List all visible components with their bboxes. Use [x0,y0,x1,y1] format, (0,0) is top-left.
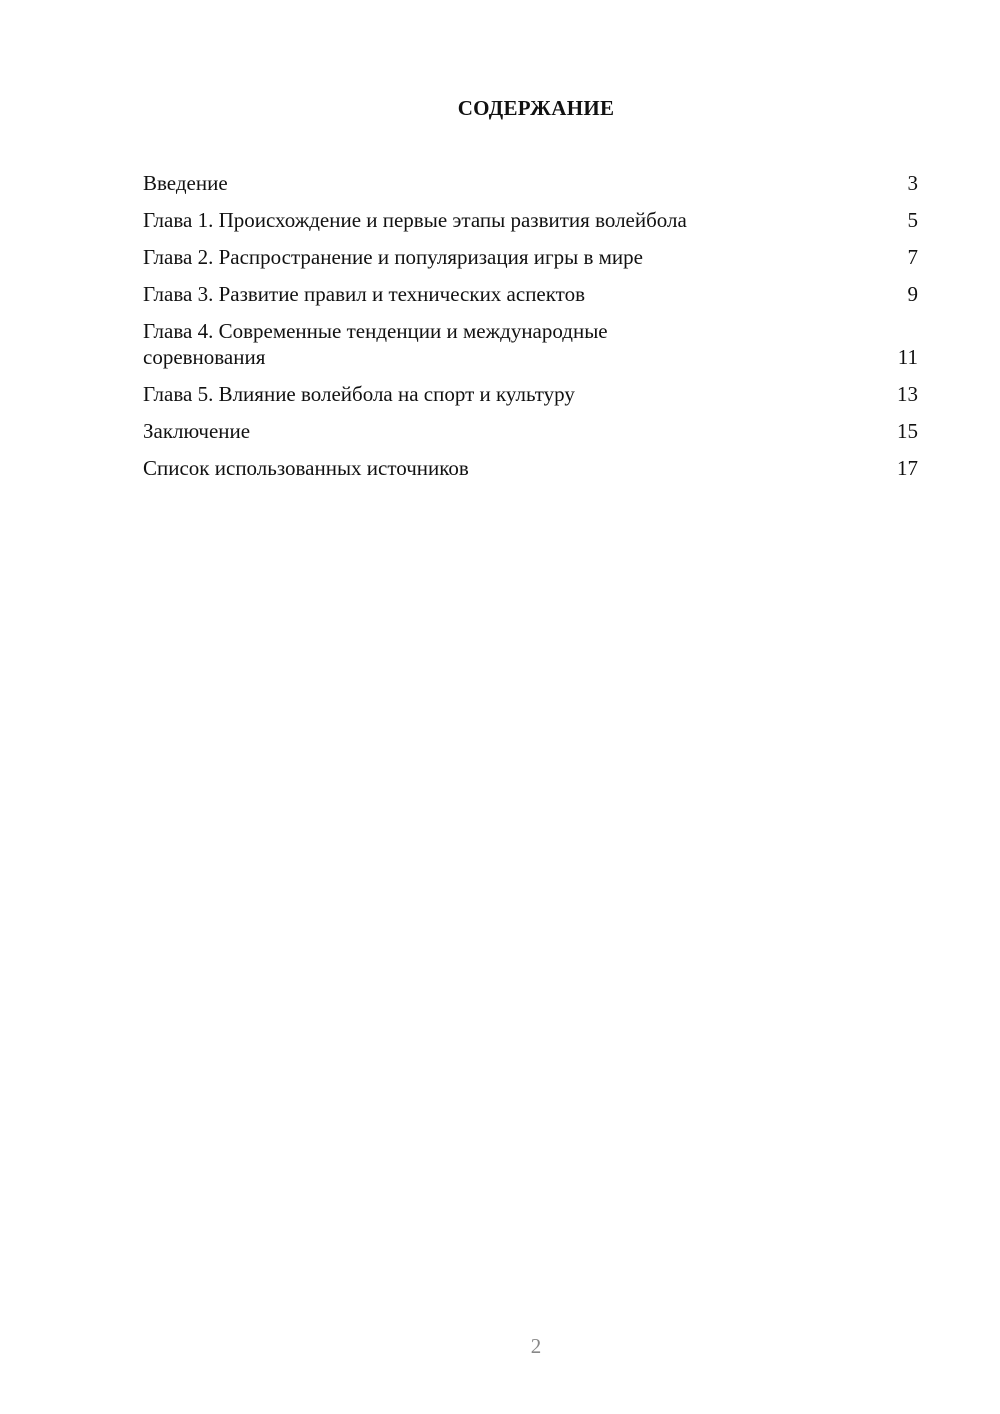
toc-entry-label: Введение [143,171,228,195]
page-title: СОДЕРЖАНИЕ [457,96,615,120]
toc-entry-page: 7 [907,245,918,269]
page-number: 2 [530,1334,542,1358]
toc-entry-page: 9 [907,282,918,306]
toc-entry-page: 17 [897,456,918,480]
toc-entry[interactable] [143,207,918,233]
toc-entry-label: Глава 1. Происхождение и первые этапы развития волейбола [143,208,687,232]
toc-entry-page: 13 [897,382,918,406]
toc-entry-page: 3 [907,171,918,195]
toc-entry[interactable] [143,455,918,481]
toc-entry-page: 11 [897,345,918,369]
toc-entry-label: Глава 4. Современные тенденции и международные соревнования [143,319,608,369]
table-of-contents [143,170,918,492]
toc-entry[interactable] [143,381,918,407]
toc-entry-label: Список использованных источников [143,456,469,480]
toc-entry[interactable] [143,318,918,370]
toc-entry[interactable] [143,170,918,196]
toc-entry[interactable] [143,418,918,444]
toc-entry-label: Заключение [143,419,251,443]
toc-entry-label: Глава 3. Развитие правил и технических аспектов [143,282,585,306]
toc-entry-label: Глава 5. Влияние волейбола на спорт и культуру [143,382,575,406]
toc-entry-page: 15 [897,419,918,443]
toc-entry[interactable] [143,281,918,307]
toc-entry[interactable] [143,244,918,270]
toc-entry-page: 5 [907,208,918,232]
toc-entry-label: Глава 2. Распространение и популяризация игры в мире [143,245,643,269]
